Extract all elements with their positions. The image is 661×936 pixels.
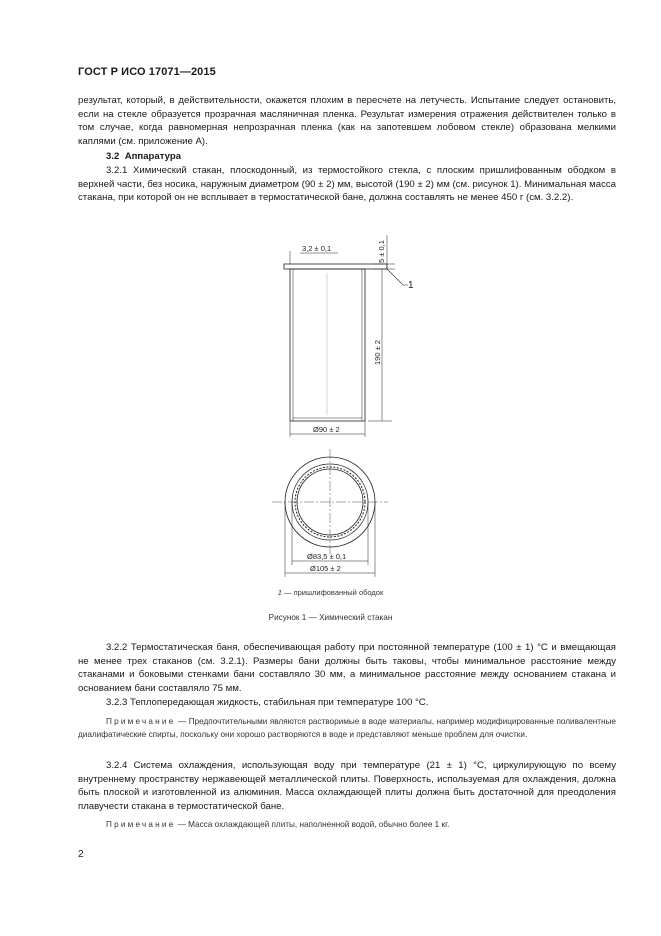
section-title: Аппаратура xyxy=(124,151,182,162)
beaker-drawing xyxy=(0,225,661,625)
paragraph-3-2-4-text: 3.2.4 Система охлаждения, использующая воду при температуре (21 ± 1) °С, циркулирующую по всему внутреннему пространству нержавеющей металлической плиты. Поверхность, используемая для охлаждения, должна быть плоской и изготовленной из алюминия. Масса охлаждающей плиты должна быть достаточной для преодоления плавучести стакана в термостатической бане. xyxy=(78,760,616,812)
note-1 xyxy=(78,716,616,741)
paragraph-3-2-1 xyxy=(78,164,616,205)
dim-outer-diameter: Ø90 ± 2 xyxy=(313,425,340,434)
figure-caption: Рисунок 1 — Химический стакан xyxy=(268,613,393,622)
paragraph-3-2-4 xyxy=(78,759,616,813)
note-1-text: — Предпочтительными являются растворимые в воде материалы, например модифицированные поливалентные диалифатические спирты, поскольку они хорошо растворяются в воде и представляют меньше проблем для очистки. xyxy=(78,717,616,739)
figure-legend xyxy=(0,588,661,597)
intro-paragraph xyxy=(78,94,616,148)
section-heading xyxy=(78,150,616,164)
dim-rim-thickness: 5 ± 0,1 xyxy=(377,240,386,263)
paragraph-3-2-3-text: 3.2.3 Теплопередающая жидкость, стабильная при температуре 100 °С. xyxy=(106,697,429,708)
legend-text: — пришлифованный ободок xyxy=(281,588,384,597)
note-1-label: Примечание xyxy=(106,717,176,726)
dim-height: 190 ± 2 xyxy=(373,340,382,365)
section-number: 3.2 xyxy=(106,151,120,162)
beaker-body-side-view xyxy=(290,269,365,421)
rim-side-view xyxy=(284,264,387,269)
legend-number: 1 xyxy=(277,588,282,597)
paragraph-3-2-2 xyxy=(78,641,616,695)
note-2-text: — Масса охлаждающей плиты, наполненной водой, обычно более 1 кг. xyxy=(175,820,450,829)
note-2 xyxy=(78,819,616,832)
document-header: ГОСТ Р ИСО 17071—2015 xyxy=(78,66,216,78)
note-2-label: Примечание xyxy=(106,820,176,829)
callout-1: 1 xyxy=(408,280,414,291)
paragraph-3-2-1-text: 3.2.1 Химический стакан, плоскодонный, из термостойкого стекла, с плоским пришлифованным ободком в верхней части, без носика, наружным диаметром (90 ± 2) мм, высотой (190 ± 2) мм (см. рисунок 1). Минимальная масса стакана, при которой он не всплывает в термостатической бане, должна составлять не менее 450 г (см. 3.2.2). xyxy=(78,165,616,204)
dim-rim-outer-diameter: Ø105 ± 2 xyxy=(310,564,341,573)
intro-text: результат, который, в действительности, окажется плохим в пересчете на летучесть. Испытание следует остановить, если на стекле образуется прозрачная масляничная пленка. Результат измерения отражения действителен только в том случае, когда равномерная непрозрачная пленка (как на запотевшем лобовом стекле) образована мелкими каплями (см. приложение А). xyxy=(78,95,616,147)
paragraph-3-2-3 xyxy=(78,696,616,710)
paragraph-3-2-2-text: 3.2.2 Термостатическая баня, обеспечивающая работу при постоянной температуре (100 ± 1) °С и вмещающая не менее трех стаканов (см. 3.2.1). Размеры бани должны быть таковы, чтобы минимальное расстояние между стаканами и боковыми стенками бани составляло 30 мм, а минимальное расстояние между основанием стакана и основанием бани составляло 75 мм. xyxy=(78,642,616,694)
dim-rim-inner-diameter: Ø83,5 ± 0,1 xyxy=(307,552,347,561)
dim-rim-width: 3,2 ± 0,1 xyxy=(302,244,332,253)
page-number: 2 xyxy=(78,849,84,860)
